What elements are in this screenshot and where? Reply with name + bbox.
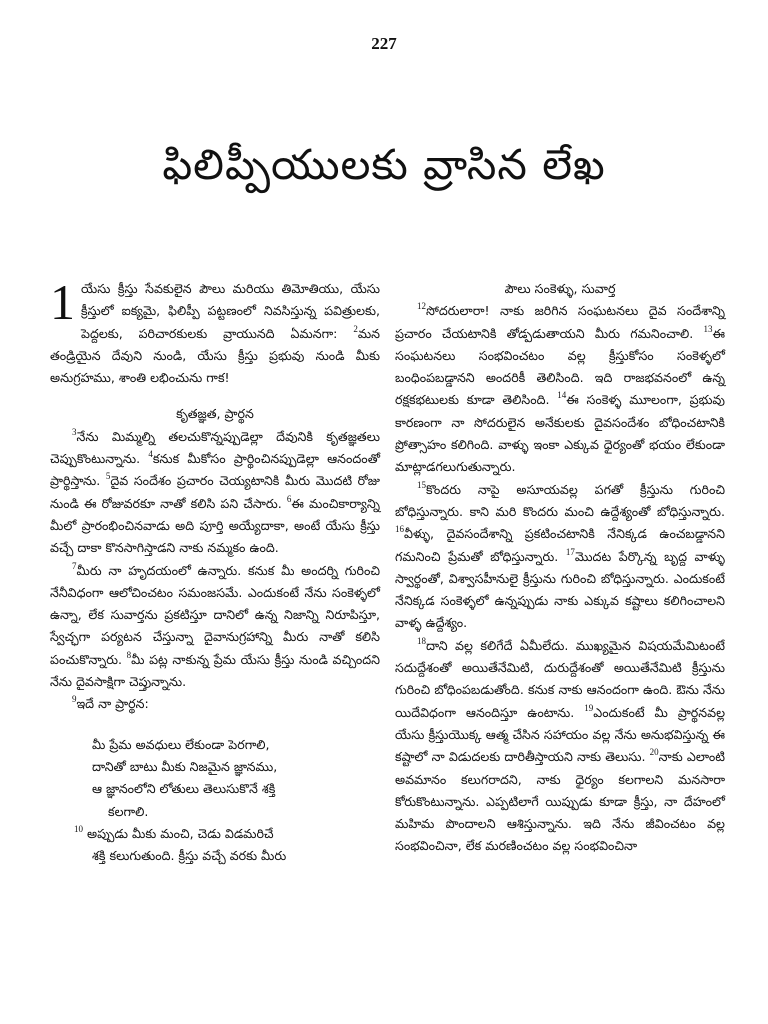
- paragraph: [395, 479, 725, 635]
- section-heading: కృతజ్ఞత, ప్రార్థన: [176, 406, 254, 422]
- poetry-line: మీ ప్రేమ అవధులు లేకుండా పెరగాలి,: [92, 736, 270, 752]
- poetry-line: దానితో బాటు మీకు నిజమైన జ్ఞానము,: [92, 758, 278, 774]
- section-heading: పౌలు సంకెళ్ళు, సువార్త: [504, 281, 616, 296]
- verse-text: ఈ మంచికార్యాన్ని మీలో ప్రారంభించినవాడు అది పూర్తి అయ్యేదాకా, అంటే యేసు క్రీస్తు వచ్చే దాకా కొనసాగిస్తాడని నాకు నమ్మకం ఉంది.: [50, 495, 381, 556]
- paragraph: [50, 560, 380, 694]
- verse-text: కొందరు నాపై అసూయవల్ల పగతో క్రీస్తును గురించి బోధిస్తున్నారు. కాని మరి కొందరు మంచి ఉద్దేశ్యంతో బోధిస్తున్నారు.: [395, 481, 725, 519]
- verse-text: మీ పట్ల నాకున్న ప్రేమ యేసు క్రీస్తు నుండి వచ్చిందని నేను దైవసాక్షిగా చెప్తున్నాను.: [50, 651, 380, 690]
- spacer: [50, 716, 380, 734]
- verse-number: 10: [74, 823, 83, 834]
- poetry-line: ఆ జ్ఞానంలోని లోతులు తెలుసుకొనే శక్తి: [92, 781, 276, 797]
- verse-number: 15: [417, 479, 426, 490]
- verse-text: కనుక మీకోసం ప్రార్థించినప్పుడెల్లా ఆనందంతో ప్రార్థిస్తాను.: [50, 451, 380, 489]
- verse-text: సోదరులారా! నాకు జరిగిన సంఘటనలు దైవ సందేశాన్ని ప్రచారం చేయటానికి తోడ్పడుతాయని మీరు గమనించాలి.: [395, 303, 725, 341]
- verse-text: ఇదే నా ప్రార్థన:: [76, 696, 149, 712]
- verse-text: అప్పుడు మీకు మంచి, చెడు విడమరిచే: [87, 825, 274, 841]
- book-title: ఫిలిప్పీయులకు వ్రాసిన లేఖ: [162, 140, 606, 189]
- verse-number: 13: [703, 323, 713, 334]
- verse-number: 14: [557, 390, 567, 401]
- verse-text: దాని వల్ల కలిగేదే ఏమీలేదు. ముఖ్యమైన విషయమేమిటంటే సదుద్దేశంతో అయితేనేమిటి, దురుద్దేశంతో అయితేనేమిటి క్రీస్తును గురించి బోధింపబడుతోంది. కనుక నాకు ఆనందంగా ఉంది. ఔను నేను యిదేవిధంగా ఆనందిస్తూ ఉంటాను.: [395, 637, 725, 720]
- verse-text: యేసు క్రీస్తు సేవకులైన పౌలు మరియు తిమోతియు, యేసు క్రీస్తులో ఐక్యమై, ఫిలిప్పీ పట్టణంలో నివసిస్తున్న పవిత్రులకు, పెద్దలకు, పరిచారకులకు వ్రాయునది ఏమనగా:: [81, 281, 380, 341]
- verse-number: 8: [126, 649, 132, 660]
- paragraph: [50, 426, 380, 560]
- verse-number: 6: [286, 493, 292, 504]
- verse-number: 16: [395, 524, 404, 535]
- paragraph: [395, 300, 725, 478]
- verse-number: 2: [353, 323, 358, 334]
- verse-text: మీరు నా హృదయంలో ఉన్నారు. కనుక మీ అందర్ని గురించి నేనీవిధంగా ఆలోచించటం సమంజసమే. ఎందుకంటే నేను సంకెళ్ళలో ఉన్నా, లేక సువార్తను ప్రకటిస్తూ దానిలో ఉన్న నిజాన్ని నిరూపిస్తూ, స్వేచ్ఛగా పర్యటన చేస్తున్నా దైవానుగ్రహాన్ని మీరు నాతో కలిసి పంచుకొన్నారు.: [50, 562, 380, 667]
- verse-text: మన తండ్రియైన దేవుని నుండి, యేసు క్రీస్తు ప్రభువు నుండి మీకు అనుగ్రహము, శాంతి లభించును గాక!: [50, 325, 380, 386]
- poetry-line: శక్తి కలుగుతుంది. క్రీస్తు వచ్చే వరకు మీరు: [92, 848, 287, 864]
- verse-number: 19: [584, 702, 594, 713]
- verse-text: ఈ సంకెళ్ళ మూలంగా, ప్రభువు కారణంగా నా సోదరులైన అనేకులకు దైవసందేశం బోధించటానికి ప్రోత్సాహం కలిగింది. వాళ్ళు ఇంకా ఎక్కువ ధైర్యంతో భయం లేకుండా మాట్లాడగలుగుతున్నారు.: [395, 392, 725, 475]
- verse-text: నేను మిమ్మల్ని తలచుకొన్నప్పుడెల్లా దేవునికి కృతజ్ఞతలు చెప్పుకొంటున్నాను.: [50, 428, 380, 467]
- verse-number: 3: [72, 426, 77, 437]
- verse-text: ఎందుకంటే మీ ప్రార్థనవల్ల యేసు క్రీస్తుయొక్క ఆత్మ చేసిన సహాయం వల్ల నేను అనుభవిస్తున్న ఈ కష్టాలో నా విడుదలకు దారితీస్తాయని నాకు తెలుసు.: [395, 704, 725, 765]
- left-column: [50, 274, 381, 867]
- chapter-number: 1: [50, 274, 75, 330]
- verse-text: నాకు ఎలాంటి అవమానం కలుగరాదని, నాకు ధైర్యం కలగాలని మనసారా కోరుకొంటున్నాను. ఎప్పటిలాగే యిప్పుడు కూడా క్రీస్తు, నా దేహంలో మహిమ పొందాలని ఆశిస్తున్నాను. ఇది నేను జీవించటం వల్ల సంభవించినా, లేక మరణించటం వల్ల సంభవించినా: [395, 749, 725, 854]
- verse-number: 17: [565, 546, 575, 557]
- verse-text: దైవ సందేశం ప్రచారం చెయ్యటానికి మీరు మొదటి రోజు నుండి ఈ రోజువరకూ నాతో కలిసి పని చేసారు.: [50, 473, 380, 511]
- paragraph: [395, 635, 725, 858]
- right-column: [395, 278, 725, 858]
- verse-number: 18: [417, 635, 426, 646]
- verse-text: మొదట పేర్కొన్న బృద్ద వాళ్ళు స్వార్థంతో, విశ్వాసహీనులై క్రీస్తును గురించి బోధిస్తున్నారు. ఎందుకంటే నేనిక్కడ సంకెళ్ళలో ఉన్నప్పుడు నాకు ఎక్కువ కష్టాలు కలిగించాలని వాళ్ళ ఉద్దేశ్యం.: [395, 548, 725, 631]
- verse-text: వీళ్ళు, దైవసందేశాన్ని ప్రకటించటానికి నేనిక్కడ ఉంచబడ్డానని గమనించి ప్రేమతో బోధిస్తున్నారు.: [395, 526, 725, 564]
- paragraph: [50, 693, 380, 715]
- page-number: 227: [371, 34, 397, 53]
- poetry-line: [50, 823, 380, 845]
- verse-number: 5: [105, 471, 111, 482]
- verse-number: 4: [148, 449, 153, 460]
- poetry-line: కలగాలి.: [108, 803, 149, 819]
- verse-number: 9: [72, 694, 77, 705]
- verse-number: 12: [417, 301, 426, 312]
- paragraph-chapter-intro: [50, 274, 380, 389]
- verse-text: ఈ సంఘటనలు సంభవించటం వల్ల క్రీస్తుకోసం సంకెళ్ళలో బంధింపబడ్డానని అందరికీ తెలిసింది. ఇది రాజభవనంలో ఉన్న రక్షకభటులకు కూడా తెలిసింది.: [395, 325, 725, 408]
- verse-number: 20: [649, 747, 659, 758]
- verse-number: 7: [72, 560, 77, 571]
